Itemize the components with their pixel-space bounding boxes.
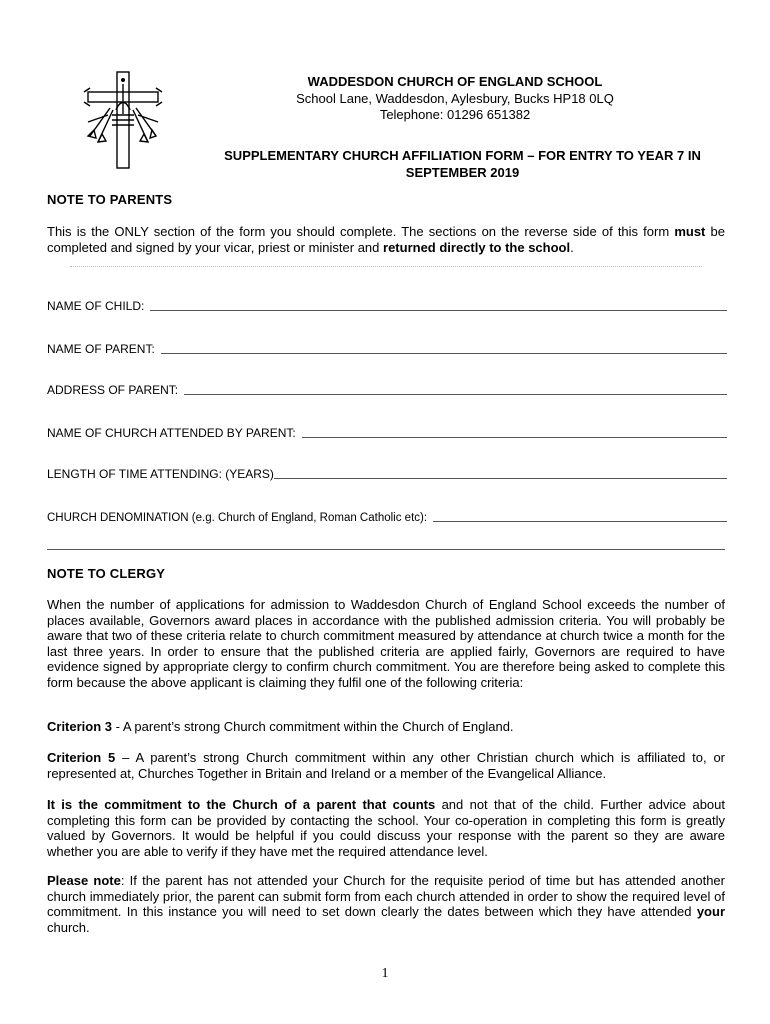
criterion-3-label: Criterion 3 (47, 719, 113, 734)
commitment-paragraph (47, 797, 725, 859)
field-input-line[interactable] (274, 477, 727, 479)
criterion-5-text: – A parent’s strong Church commitment within any other Christian church which is affiliated to, or represented at, Churches Together in Britain and Ireland or a member of the Evangelical Alliance. (47, 750, 726, 781)
field-church-denomination[interactable] (47, 508, 727, 524)
field-address-of-parent[interactable] (47, 381, 727, 397)
form-title-line-1: SUPPLEMENTARY CHURCH AFFILIATION FORM – FOR ENTRY TO YEAR 7 IN (224, 148, 701, 163)
field-name-of-child[interactable] (47, 297, 727, 313)
field-input-line[interactable] (302, 436, 727, 438)
school-address: School Lane, Waddesdon, Aylesbury, Bucks HP18 0LQ (296, 91, 614, 106)
field-church-attended[interactable] (47, 424, 727, 440)
criterion-3 (47, 719, 725, 735)
field-length-of-time[interactable] (47, 465, 727, 481)
field-label: ADDRESS OF PARENT: (47, 383, 179, 397)
parents-text-2: be completed and signed by your vicar, priest or minister and (47, 224, 725, 255)
form-title (185, 147, 740, 181)
school-name: WADDESDON CHURCH OF ENGLAND SCHOOL (307, 74, 603, 89)
school-telephone: Telephone: 01296 651382 (379, 107, 531, 122)
field-label: CHURCH DENOMINATION (e.g. Church of England, Roman Catholic etc): (47, 512, 428, 524)
field-label: NAME OF CHILD: (47, 299, 145, 313)
please-note-text: : If the parent has not attended your Church for the requisite period of time but has attended another church immediately prior, the parent can submit form from each church attended in order to show the required level of commitment. In this instance you will need to set down clearly the dates between which they have attended (47, 873, 725, 919)
separator (70, 266, 702, 267)
denomination-extra-line[interactable] (47, 549, 725, 550)
please-note-label: Please note (47, 873, 121, 888)
field-input-line[interactable] (184, 393, 727, 395)
criterion-5-label: Criterion 5 (47, 750, 116, 765)
criterion-5 (47, 750, 725, 781)
parents-text-1: This is the ONLY section of the form you should complete. The sections on the reverse side of this form (47, 224, 675, 239)
field-label: NAME OF CHURCH ATTENDED BY PARENT: (47, 426, 296, 440)
please-note-end: church. (47, 919, 90, 935)
commitment-text: and not that of the child. Further advice about completing this form can be provided by contacting the school. Your co-operation in completing this form is greatly valued by Governors. It would be helpful if you could discuss your response with the parent so they are aware whether you are able to verify if they have met the required attendance level. (47, 797, 725, 859)
field-input-line[interactable] (161, 352, 727, 354)
form-title-line-2: SEPTEMBER 2019 (405, 165, 520, 180)
field-label: NAME OF PARENT: (47, 342, 155, 356)
note-to-parents-text (47, 224, 725, 255)
please-note-your: your (696, 904, 725, 919)
field-input-line[interactable] (433, 520, 727, 522)
note-to-parents-heading: NOTE TO PARENTS (47, 192, 173, 207)
field-input-line[interactable] (150, 309, 727, 311)
please-note-paragraph (47, 873, 725, 935)
parents-returned: returned directly to the school (383, 239, 571, 255)
note-to-clergy-heading: NOTE TO CLERGY (47, 566, 166, 581)
field-label: LENGTH OF TIME ATTENDING: (YEARS) (47, 467, 274, 481)
parents-text-3: . (570, 239, 574, 255)
parents-must: must (674, 224, 706, 239)
school-crest-logo (80, 70, 166, 170)
clergy-intro: When the number of applications for admission to Waddesdon Church of England School exceeds the number of places available, Governors award places in accordance with the published admission criteria. You will probably be aware that two of these criteria relate to church commitment measured by attendance at church twice a month for the last three years. In order to ensure that the published criteria are applied fairly, Governors are required to have evidence signed by appropriate clergy to confirm church commitment. You are therefore being asked to complete this form because the above applicant is claiming they fulfil one of the following criteria: (47, 597, 725, 690)
field-name-of-parent[interactable] (47, 340, 727, 356)
page-number: 1 (381, 966, 389, 981)
commitment-bold: It is the commitment to the Church of a parent that counts (47, 797, 436, 812)
criterion-3-text: - A parent’s strong Church commitment within the Church of England. (112, 719, 514, 734)
